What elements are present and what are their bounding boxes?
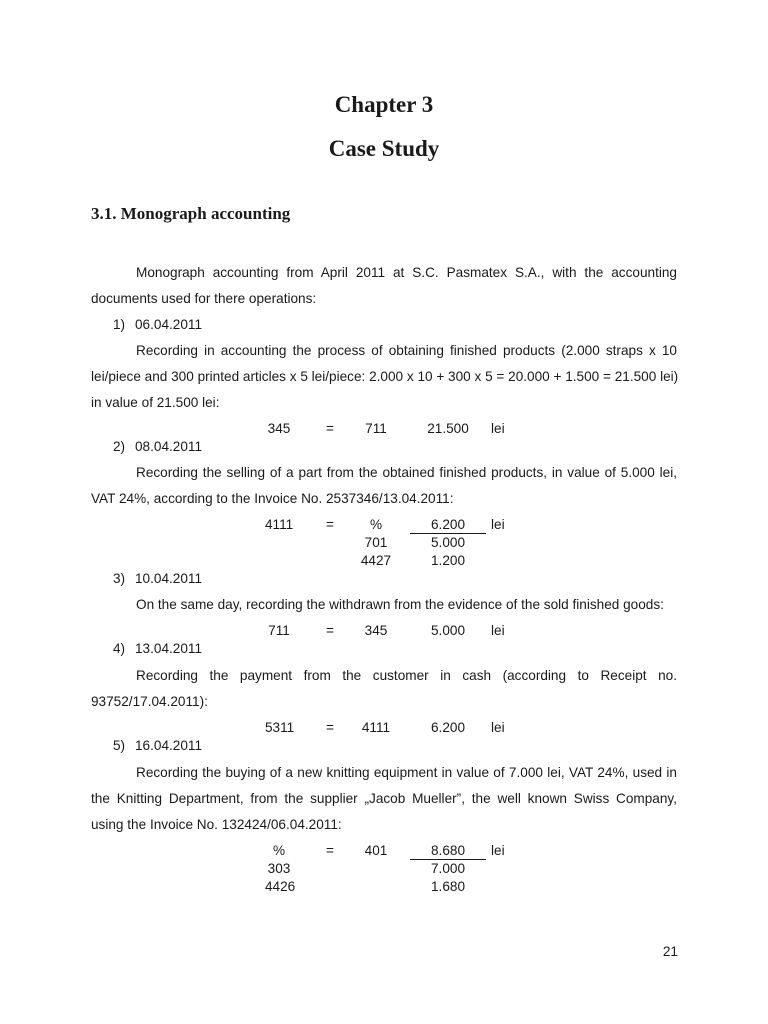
item-number: 3) — [113, 571, 126, 586]
entry-amount: 21.500 — [427, 421, 469, 436]
total-underline — [410, 533, 486, 534]
journal-entry-row — [0, 879, 768, 897]
entry-unit: lei — [491, 517, 505, 532]
item-date: 10.04.2011 — [135, 571, 203, 586]
debit-account: 711 — [268, 623, 290, 638]
journal-entry-row — [0, 553, 768, 571]
entry-unit: lei — [491, 843, 505, 858]
entry-unit: lei — [491, 421, 505, 436]
journal-entry-row — [0, 623, 768, 641]
item-4-line-2: 93752/17.04.2011): — [91, 694, 208, 709]
section-title: 3.1. Monograph accounting — [91, 204, 291, 223]
equals-sign: = — [326, 517, 334, 532]
journal-entry-row — [0, 861, 768, 879]
entry-unit: lei — [491, 720, 505, 735]
entry-amount: 6.200 — [430, 517, 466, 532]
journal-entry-row — [0, 720, 768, 738]
total-underline — [410, 859, 486, 860]
debit-account: 4426 — [265, 879, 296, 894]
debit-account: 5311 — [265, 720, 295, 735]
debit-account: 345 — [267, 421, 291, 436]
chapter-subtitle: Case Study — [328, 136, 440, 161]
entry-amount: 1.680 — [430, 879, 466, 894]
chapter-title: Chapter 3 — [334, 92, 434, 117]
page-number: 21 — [662, 944, 678, 959]
item-2-line-2: VAT 24%, according to the Invoice No. 2537346/13.04.2011: — [91, 491, 454, 506]
item-date: 13.04.2011 — [135, 641, 203, 656]
credit-account: 701 — [364, 535, 388, 550]
item-number: 2) — [113, 439, 126, 454]
equals-sign: = — [326, 623, 334, 638]
item-number: 4) — [113, 641, 126, 656]
item-5-line-2: the Knitting Department, from the supplier „Jacob Mueller”, the well known Swiss Company, — [91, 791, 677, 806]
journal-entry-row — [0, 517, 768, 535]
item-date: 08.04.2011 — [135, 439, 203, 454]
intro-line-2: documents used for there operations: — [91, 291, 317, 306]
entry-unit: lei — [491, 623, 505, 638]
item-1-line-1: Recording in accounting the process of obtaining finished products (2.000 straps x 10 — [136, 343, 677, 358]
item-4-line-1: Recording the payment from the customer in cash (according to Receipt no. — [136, 668, 677, 683]
entry-amount: 5.000 — [430, 535, 466, 550]
item-2-heading — [113, 439, 202, 455]
debit-account: 303 — [267, 861, 291, 876]
credit-account: 4111 — [361, 720, 391, 735]
equals-sign: = — [326, 843, 334, 858]
entry-amount: 5.000 — [430, 623, 466, 638]
item-5-line-3: using the Invoice No. 132424/06.04.2011: — [91, 817, 342, 832]
credit-account: 401 — [364, 843, 388, 858]
equals-sign: = — [326, 421, 334, 436]
item-3-heading — [113, 571, 202, 587]
item-1-line-3: in value of 21.500 lei: — [91, 395, 220, 410]
entry-amount: 8.680 — [430, 843, 466, 858]
item-number: 1) — [113, 317, 126, 332]
item-5-line-1: Recording the buying of a new knitting equipment in value of 7.000 lei, VAT 24%, used in — [136, 765, 677, 780]
credit-account: % — [369, 517, 383, 532]
journal-entry-row — [0, 843, 768, 861]
credit-account: 711 — [365, 421, 387, 436]
entry-amount: 1.200 — [430, 553, 466, 568]
item-2-line-1: Recording the selling of a part from the obtained finished products, in value of 5.000 lei, — [136, 465, 677, 480]
intro-line-1: Monograph accounting from April 2011 at S.C. Pasmatex S.A., with the accounting — [136, 265, 677, 280]
equals-sign: = — [326, 720, 334, 735]
item-date: 16.04.2011 — [135, 738, 203, 753]
entry-amount: 6.200 — [430, 720, 466, 735]
item-number: 5) — [113, 738, 126, 753]
entry-amount: 7.000 — [430, 861, 466, 876]
journal-entry-row — [0, 535, 768, 553]
debit-account: % — [272, 843, 286, 858]
debit-account: 4111 — [265, 517, 294, 532]
credit-account: 4427 — [360, 553, 392, 568]
item-1-line-2: lei/piece and 300 printed articles x 5 lei/piece: 2.000 x 10 + 300 x 5 = 20.000 + 1.500 = 21.500 lei) — [91, 369, 679, 384]
item-date: 06.04.2011 — [135, 317, 203, 332]
item-3-line-1: On the same day, recording the withdrawn from the evidence of the sold finished goods: — [136, 597, 664, 612]
journal-entry-row — [0, 421, 768, 439]
item-5-heading — [113, 738, 202, 754]
item-4-heading — [113, 641, 202, 657]
credit-account: 345 — [364, 623, 388, 638]
item-1-heading — [113, 317, 202, 333]
